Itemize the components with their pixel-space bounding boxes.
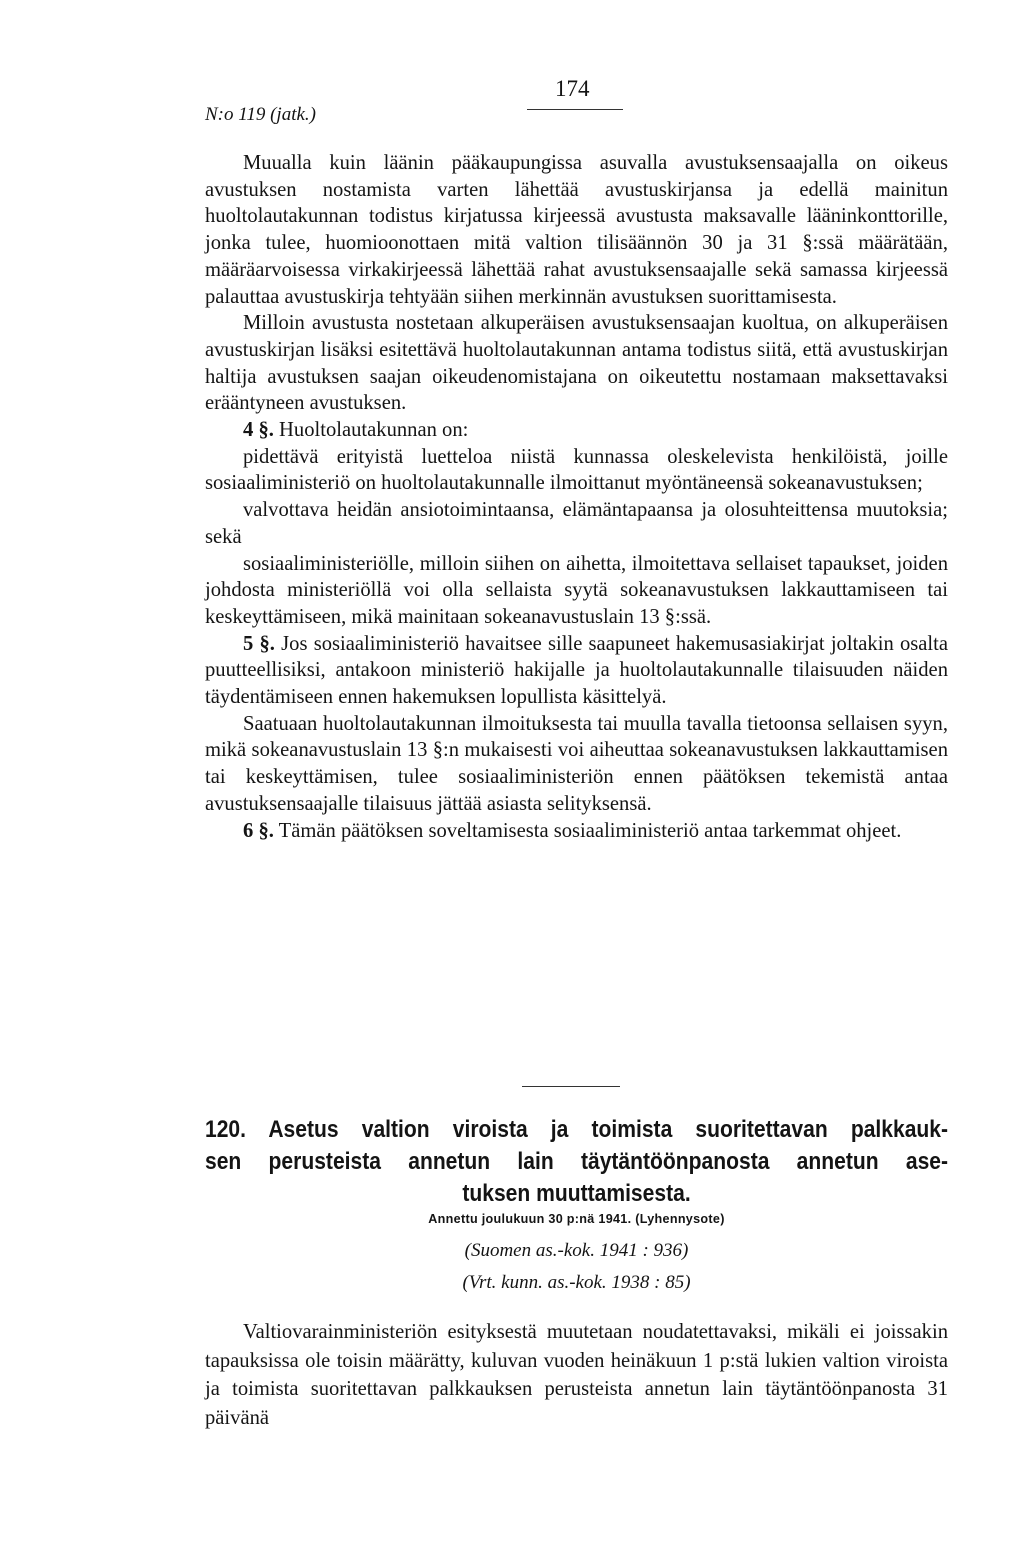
section-body [205, 1318, 948, 1432]
section-title [205, 1114, 948, 1210]
section-6 [205, 818, 948, 845]
running-header: N:o 119 (jatk.) [205, 104, 316, 125]
section-mark: 6 §. [243, 819, 274, 842]
paragraph: Milloin avustusta nostetaan alkuperäisen avustuksensaajan kuoltua, on alkuperäisen avustuskirjan lisäksi esitettävä huoltolautakunnan antama todistus siitä, että avustuskirjan haltija avustuksen saajan oikeudenomistajana on oikeutettu nostamaan maksettavaksi erääntyneen avustuksen. [205, 312, 948, 415]
section-text: Huoltolautakunnan on: [273, 419, 469, 442]
title-line: tuksen muuttamisesta. [462, 1180, 691, 1207]
list-item: sosiaaliministeriölle, milloin siihen on aihetta, ilmoitettava sellaiset tapaukset, joiden johdosta ministeriöllä voi olla sellaista syytä sokeanavustuksen lakkauttamiseen tai keskeyttämiseen, mikä mainitaan sokeanavustuslain 13 §:ssä. [205, 552, 948, 628]
reference-line: (Vrt. kunn. as.-kok. 1938 : 85) [462, 1272, 691, 1293]
paragraph: Muualla kuin läänin pääkaupungissa asuvalla avustuksensaajalla on oikeus avustuksen nostamista varten lähettää avustuskirjansa ja edellä mainitun huoltolautakunnan todistus kirjatussa kirjeessä avustusta maksavalle lääninkonttorille, jonka tulee, huomioonottaen mitä valtion tilisäännön 30 ja 31 §:ssä määrätään, määräarvoisessa virkakirjeessä lähettää rahat avustuksensaajalle sekä samassa kirjeessä palauttaa avustuskirja tehtyään siihen merkinnän avustuksen suorittamisesta. [205, 152, 948, 308]
page-number: 174 [555, 76, 590, 101]
section-text: Jos sosiaaliministeriö havaitsee sille saapuneet hakemusasiakirjat joltakin osalta puutteellisiksi, antakoon ministeriö hakijalle ja huoltolautakunnalle tilaisuuden näiden täydentämiseen ennen hakemuksen lopullista käsittelyä. [205, 632, 948, 709]
section-text: Tämän päätöksen soveltamisesta sosiaaliministeriö antaa tarkemmat ohjeet. [273, 819, 902, 842]
reference-line: (Suomen as.-kok. 1941 : 936) [464, 1240, 689, 1261]
enactment-date: Annettu joulukuun 30 p:nä 1941. (Lyhennysote) [428, 1212, 725, 1226]
section-mark: 4 §. [243, 419, 274, 442]
section-4-intro [205, 417, 948, 444]
list-item: valvottava heidän ansiotoimintaansa, elämäntapaansa ja olosuhteittensa muutoksia; sekä [205, 499, 948, 548]
page-number-rule [527, 109, 623, 110]
section-mark: 5 §. [243, 632, 275, 655]
section-separator [522, 1086, 620, 1087]
title-line: 120. Asetus valtion viroista ja toimista suoritettavan palkkauk- [205, 1116, 949, 1143]
title-line: sen perusteista annetun lain täytäntöönpanosta annetun ase- [205, 1148, 949, 1175]
section-5 [205, 631, 948, 711]
list-item: pidettävä erityistä luetteloa niistä kunnassa oleskelevista henkilöistä, joille sosiaaliministeriö on huoltolautakunnalle ilmoittanut myöntäneensä sokeanavustuksen; [205, 445, 948, 495]
body-text [205, 150, 948, 844]
paragraph: Saatuaan huoltolautakunnan ilmoituksesta tai muulla tavalla tietoonsa sellaisen syyn, mikä sokeanavustuslain 13 §:n mukaisesti voi aiheuttaa sokeanavustuksen lakkauttamisen tai keskeyttämisen, tulee sosiaaliministeriön ennen päätöksen tekemistä antaa avustuksensaajalle tilaisuus jättää asiasta selityksensä. [205, 712, 948, 815]
paragraph: Valtiovarainministeriön esityksestä muutetaan noudatettavaksi, mikäli ei joissakin tapauksissa ole toisin määrätty, kuluvan vuoden heinäkuun 1 p:stä lukien valtion viroista ja toimista suoritettavan palkkauksen perusteista annetun lain täytäntöönpanosta 31 päivänä [205, 1321, 948, 1429]
